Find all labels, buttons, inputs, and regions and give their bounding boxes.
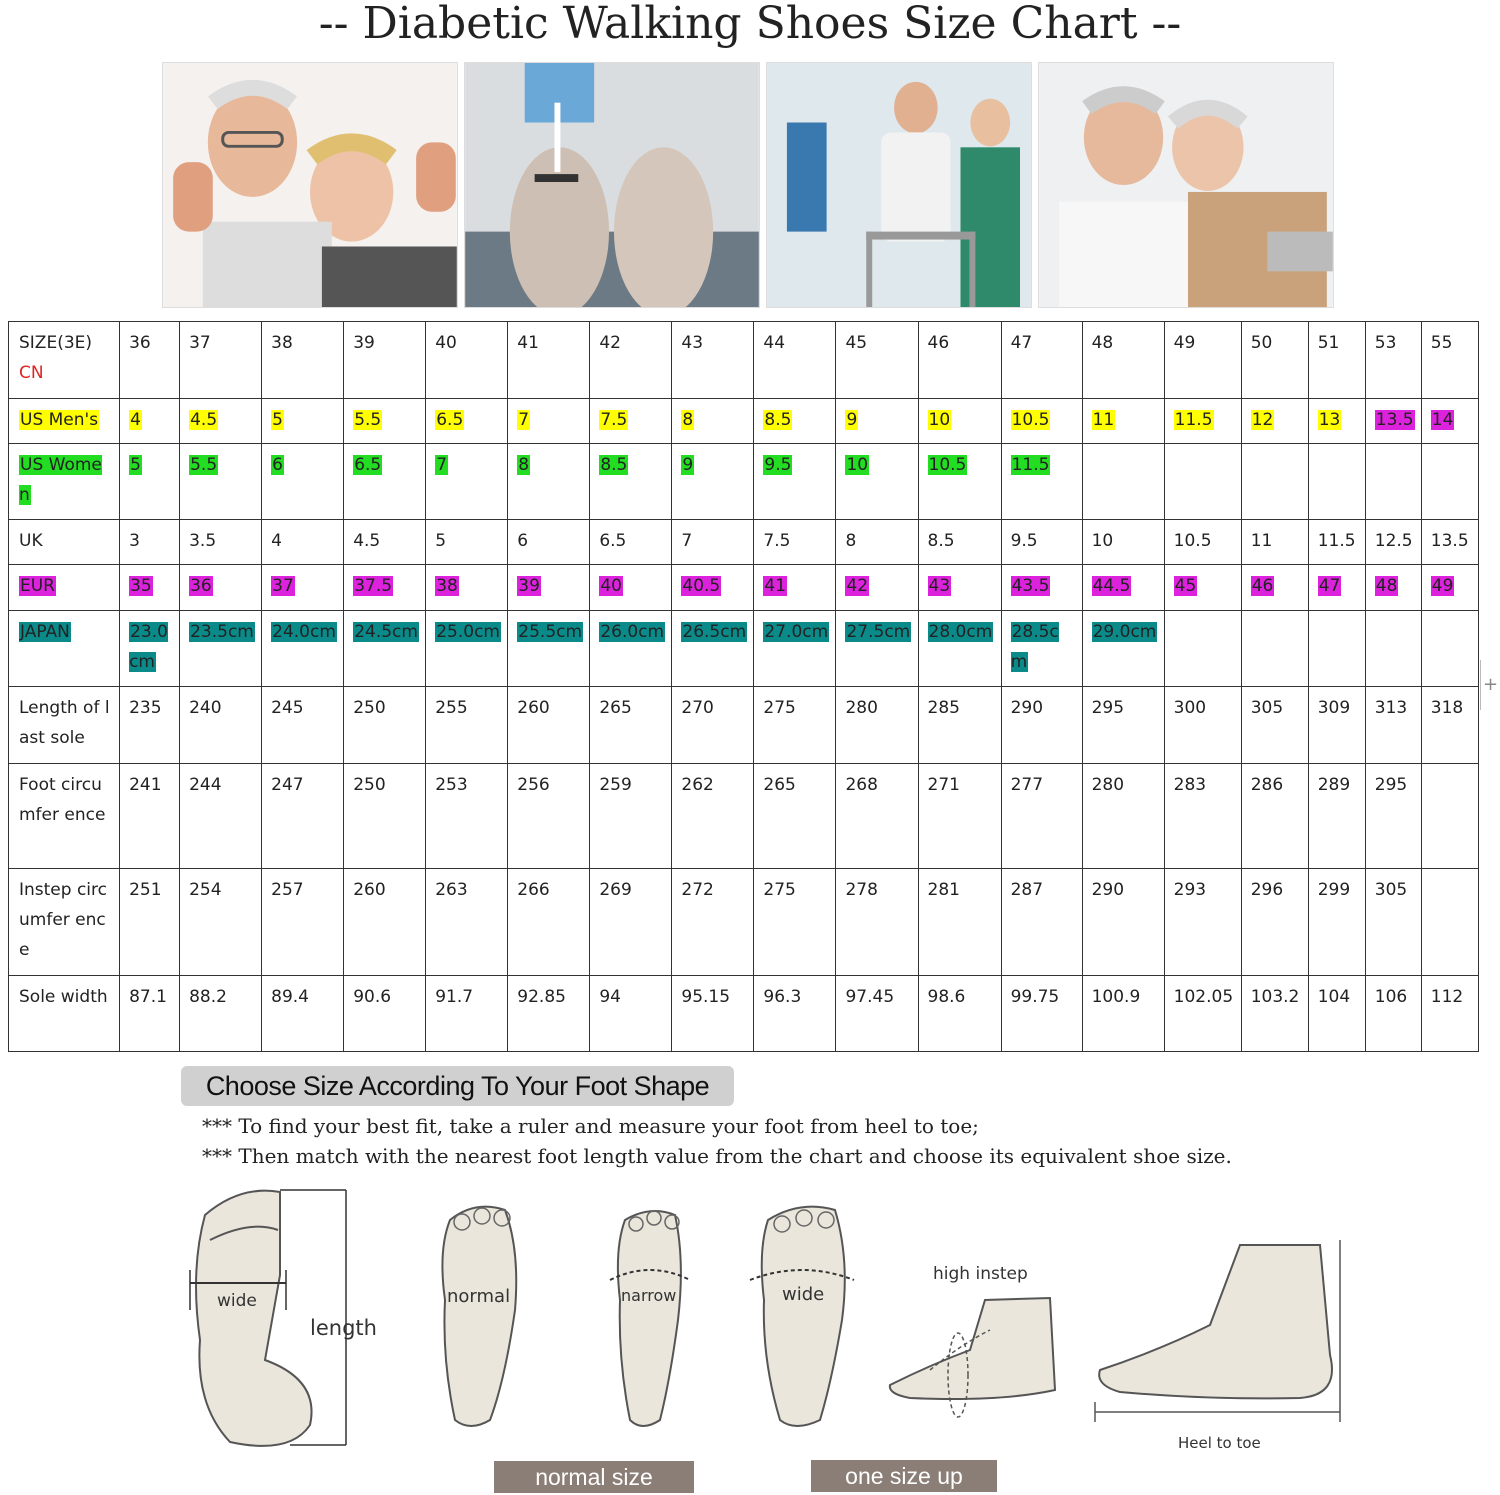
value: 11 [1092,410,1115,430]
value-cell: 104 [1308,976,1365,1052]
value: 37.5 [354,576,393,596]
value-cell [508,444,590,520]
value-cell: 97.45 [836,976,918,1052]
value-cell [1241,444,1308,520]
value-cell: 256 [508,764,590,869]
value-cell [344,565,426,611]
value-cell [590,444,672,520]
value: 10.5 [1011,410,1050,430]
size-cell: 40 [426,322,508,399]
photo-nurse-walker [766,62,1032,308]
value-cell [672,611,754,687]
value-cell [1164,399,1241,444]
value-cell [1164,611,1241,687]
length-label: length [310,1316,377,1340]
value-cell: 295 [1082,687,1164,764]
value-cell: 263 [426,869,508,976]
high-instep-illustration [890,1298,1055,1417]
value-cell [672,444,754,520]
normal-foot-illustration [442,1207,516,1426]
value-cell: 293 [1164,869,1241,976]
value-cell: 90.6 [344,976,426,1052]
row-label-cell: Sole width [9,976,120,1052]
value-cell: 318 [1421,687,1478,764]
photo-laughing-couple [1038,62,1334,308]
value-cell [918,399,1001,444]
size-cell: 44 [754,322,836,399]
value-cell: 240 [180,687,262,764]
instruction-line: *** Then match with the nearest foot length value from the chart and choose its equivalent shoe size. [202,1144,1232,1168]
value-cell [180,565,262,611]
value-cell [1421,611,1478,687]
value-cell: 3.5 [180,520,262,565]
value-cell: 270 [672,687,754,764]
value-cell: 266 [508,869,590,976]
value: 12 [1251,410,1274,430]
value: 28.0cm [928,622,993,642]
value-cell: 253 [426,764,508,869]
value: 47 [1318,576,1341,596]
value-cell [1164,444,1241,520]
value: 46 [1251,576,1274,596]
value: 35 [130,576,152,596]
value: 11.5 [1174,410,1213,430]
row-us-women [9,444,1479,520]
value-cell: 12.5 [1365,520,1421,565]
row-foot-circumference [9,764,1479,869]
value-cell: 99.75 [1001,976,1082,1052]
value: 23.0cm [129,622,168,672]
value-cell: 287 [1001,869,1082,976]
row-label: US Women [19,455,102,505]
normal-size-button[interactable]: normal size [494,1461,694,1493]
value-cell [1241,565,1308,611]
value-cell [1421,399,1478,444]
value-cell: 250 [344,764,426,869]
value-cell [1308,399,1365,444]
value: 8 [682,410,694,430]
value-cell [1365,399,1421,444]
row-label-cell: Length of last sole [9,687,120,764]
foot-shape-diagram [170,1180,1350,1460]
size-cell: 48 [1082,322,1164,399]
value-cell: 98.6 [918,976,1001,1052]
value-cell: 106 [1365,976,1421,1052]
value-cell [262,399,344,444]
value-cell [836,565,918,611]
header-size-label: SIZE(3E) [19,333,93,353]
photo-thumbs-up-couple [162,62,458,308]
size-cell: 38 [262,322,344,399]
value-cell [590,399,672,444]
value-cell: 283 [1164,764,1241,869]
value-cell [344,611,426,687]
value-cell: 285 [918,687,1001,764]
value-cell [180,444,262,520]
size-cell: 39 [344,322,426,399]
value-cell [1001,444,1082,520]
value: 29.0cm [1092,622,1157,642]
value-cell: 7.5 [754,520,836,565]
size-cell: 49 [1164,322,1241,399]
value-cell: 4.5 [344,520,426,565]
value: 41 [764,576,787,596]
value-cell: 255 [426,687,508,764]
value-cell: 103.2 [1241,976,1308,1052]
value: 8 [518,455,530,475]
value: 43 [928,576,951,596]
header-cn-label: CN [19,363,44,383]
value-cell [1308,444,1365,520]
value-cell [508,399,590,444]
value: 11.5 [1011,455,1050,475]
value: 49 [1431,576,1454,596]
value: 25.0cm [436,622,500,642]
value: 8.5 [764,410,792,430]
value-cell [1001,611,1082,687]
value-cell [836,444,918,520]
value: 5.5 [190,455,218,475]
value-cell [590,565,672,611]
value-cell: 254 [180,869,262,976]
value-cell [344,444,426,520]
value-cell [918,565,1001,611]
value-cell: 10.5 [1164,520,1241,565]
value: 43.5 [1011,576,1050,596]
value-cell: 305 [1365,869,1421,976]
photo-foot-exam [464,62,760,308]
row-label-cell: Instep circumfer ence [9,869,120,976]
value: 38 [436,576,458,596]
value: 27.0cm [764,622,829,642]
value: 44.5 [1092,576,1131,596]
value-cell [344,399,426,444]
row-label-cell [9,565,120,611]
value-cell [1082,444,1164,520]
value: 5 [272,410,283,430]
value-cell [1082,565,1164,611]
value-cell [426,565,508,611]
value: 13.5 [1375,410,1414,430]
row-label: US Men's [20,410,99,430]
wide-label: wide [782,1284,825,1305]
value-cell: 94 [590,976,672,1052]
value-cell [120,565,180,611]
value-cell: 296 [1241,869,1308,976]
size-cell: 55 [1421,322,1478,399]
value-cell: 275 [754,869,836,976]
value: 45 [1174,576,1197,596]
value-cell: 245 [262,687,344,764]
value-cell: 260 [508,687,590,764]
value-cell [1241,399,1308,444]
value: 13 [1318,410,1341,430]
value-cell [426,399,508,444]
wide-foot-illustration [750,1207,854,1426]
value-cell: 241 [120,764,180,869]
value-cell [836,611,918,687]
value-cell: 309 [1308,687,1365,764]
value-cell: 280 [1082,764,1164,869]
value-cell [590,611,672,687]
value-cell: 290 [1082,869,1164,976]
size-cell: 45 [836,322,918,399]
value-cell: 251 [120,869,180,976]
value: 4 [130,410,141,430]
value: 23.5cm [190,622,254,642]
value-cell: 281 [918,869,1001,976]
value: 25.5cm [518,622,583,642]
value-cell: 295 [1365,764,1421,869]
value: 9 [682,455,694,475]
value-cell [672,399,754,444]
value: 7.5 [600,410,628,430]
value-cell: 268 [836,764,918,869]
value-cell: 10 [1082,520,1164,565]
one-size-up-button[interactable]: one size up [811,1460,997,1492]
value-cell: 100.9 [1082,976,1164,1052]
value-cell: 91.7 [426,976,508,1052]
row-label-cell [9,399,120,444]
row-eur [9,565,1479,611]
size-cell: 46 [918,322,1001,399]
size-cell: 51 [1308,322,1365,399]
choose-size-heading: Choose Size According To Your Foot Shape [181,1066,734,1106]
wide-label: wide [217,1291,257,1311]
value: 7 [436,455,448,475]
value: 26.0cm [600,622,665,642]
value-cell: 8 [836,520,918,565]
value-cell: 250 [344,687,426,764]
value-cell: 5 [426,520,508,565]
value: 24.5cm [354,622,418,642]
value: 4.5 [190,410,218,430]
photo-strip [162,62,1334,308]
value-cell [1001,565,1082,611]
value-cell: 277 [1001,764,1082,869]
value: 39 [518,576,540,596]
header-size-cell [9,322,120,399]
value: 6 [272,455,283,475]
value-cell [120,399,180,444]
value: 40 [600,576,622,596]
value-cell: 87.1 [120,976,180,1052]
value-cell [672,565,754,611]
value-cell [508,611,590,687]
value-cell [262,565,344,611]
value-cell: 260 [344,869,426,976]
size-cell: 47 [1001,322,1082,399]
value-cell: 102.05 [1164,976,1241,1052]
value-cell: 286 [1241,764,1308,869]
size-chart-table [8,321,1479,1052]
value-cell: 11.5 [1308,520,1365,565]
value-cell [508,565,590,611]
value: 5.5 [354,410,382,430]
value: 40.5 [682,576,721,596]
value-cell [1421,764,1478,869]
value-cell: 247 [262,764,344,869]
value-cell [918,611,1001,687]
value-cell: 280 [836,687,918,764]
value: 7 [518,410,530,430]
value-cell: 305 [1241,687,1308,764]
value-cell: 265 [590,687,672,764]
value-cell: 290 [1001,687,1082,764]
value: 10.5 [928,455,967,475]
size-cell: 36 [120,322,180,399]
value-cell [1001,399,1082,444]
value: 10 [928,410,951,430]
value-cell [754,444,836,520]
heel-to-toe-illustration [1095,1240,1340,1422]
value-cell: 4 [262,520,344,565]
value-cell [180,399,262,444]
size-cell: 37 [180,322,262,399]
value-cell: 259 [590,764,672,869]
value-cell: 300 [1164,687,1241,764]
value: 6.5 [436,410,464,430]
page-title: -- Diabetic Walking Shoes Size Chart -- [318,0,1182,49]
row-sole-width [9,976,1479,1052]
value-cell [1082,611,1164,687]
value-cell [1308,611,1365,687]
value-cell [754,565,836,611]
value-cell: 8.5 [918,520,1001,565]
value-cell [918,444,1001,520]
value-cell [180,611,262,687]
row-uk [9,520,1479,565]
value: 9.5 [764,455,792,475]
value-cell: 299 [1308,869,1365,976]
instruction-line: *** To find your best fit, take a ruler and measure your foot from heel to toe; [202,1114,979,1138]
value: 8.5 [600,455,628,475]
size-cell: 41 [508,322,590,399]
value-cell [1421,565,1478,611]
expand-handle-icon[interactable]: + [1480,660,1500,710]
size-cell: 53 [1365,322,1421,399]
value-cell [262,611,344,687]
value-cell: 257 [262,869,344,976]
row-japan [9,611,1479,687]
heel-to-toe-label: Heel to toe [1178,1434,1261,1452]
value: 24.0cm [272,622,336,642]
value-cell [1164,565,1241,611]
value-cell: 262 [672,764,754,869]
value-cell: 112 [1421,976,1478,1052]
value-cell: 13.5 [1421,520,1478,565]
row-label-cell: UK [9,520,120,565]
value: 14 [1431,410,1454,430]
row-label-cell: Foot circumfer ence [9,764,120,869]
value-cell [836,399,918,444]
size-cell: 43 [672,322,754,399]
value-cell: 3 [120,520,180,565]
value-cell [120,611,180,687]
value-cell [1365,565,1421,611]
value-cell: 9.5 [1001,520,1082,565]
value-cell: 6 [508,520,590,565]
normal-label: normal [447,1286,511,1307]
value-cell [1365,444,1421,520]
row-size [9,322,1479,399]
row-label: EUR [20,576,55,596]
value: 10 [846,455,869,475]
value: 5 [130,455,141,475]
value: 27.5cm [846,622,911,642]
row-length-of-last-sole [9,687,1479,764]
value-cell [1365,611,1421,687]
value-cell: 278 [836,869,918,976]
high-instep-label: high instep [933,1264,1028,1284]
value-cell [1241,611,1308,687]
value-cell: 272 [672,869,754,976]
value: 9 [846,410,858,430]
row-us-men [9,399,1479,444]
value-cell: 289 [1308,764,1365,869]
value-cell: 265 [754,764,836,869]
value-cell: 235 [120,687,180,764]
value-cell: 271 [918,764,1001,869]
value-cell: 244 [180,764,262,869]
value-cell: 6.5 [590,520,672,565]
value-cell: 96.3 [754,976,836,1052]
size-cell: 50 [1241,322,1308,399]
value: 42 [846,576,869,596]
row-label-cell [9,444,120,520]
value-cell [262,444,344,520]
value-cell [1421,444,1478,520]
value-cell [120,444,180,520]
value: 37 [272,576,294,596]
value-cell: 11 [1241,520,1308,565]
size-cell: 42 [590,322,672,399]
row-instep-circumference [9,869,1479,976]
value-cell [1082,399,1164,444]
narrow-label: narrow [621,1286,677,1305]
value-cell: 275 [754,687,836,764]
value-cell: 313 [1365,687,1421,764]
value: 26.5cm [682,622,747,642]
value-cell [426,444,508,520]
row-label: JAPAN [20,622,70,642]
value-cell: 269 [590,869,672,976]
value-cell: 7 [672,520,754,565]
value: 48 [1375,576,1398,596]
value-cell [426,611,508,687]
value-cell: 95.15 [672,976,754,1052]
value: 36 [190,576,212,596]
value-cell: 92.85 [508,976,590,1052]
value: 6.5 [354,455,382,475]
narrow-foot-illustration [610,1211,690,1426]
value-cell [1308,565,1365,611]
value-cell [1421,869,1478,976]
value-cell: 88.2 [180,976,262,1052]
row-label-cell [9,611,120,687]
value: 28.5cm [1010,622,1059,672]
value-cell [754,611,836,687]
value-cell [754,399,836,444]
value-cell: 89.4 [262,976,344,1052]
